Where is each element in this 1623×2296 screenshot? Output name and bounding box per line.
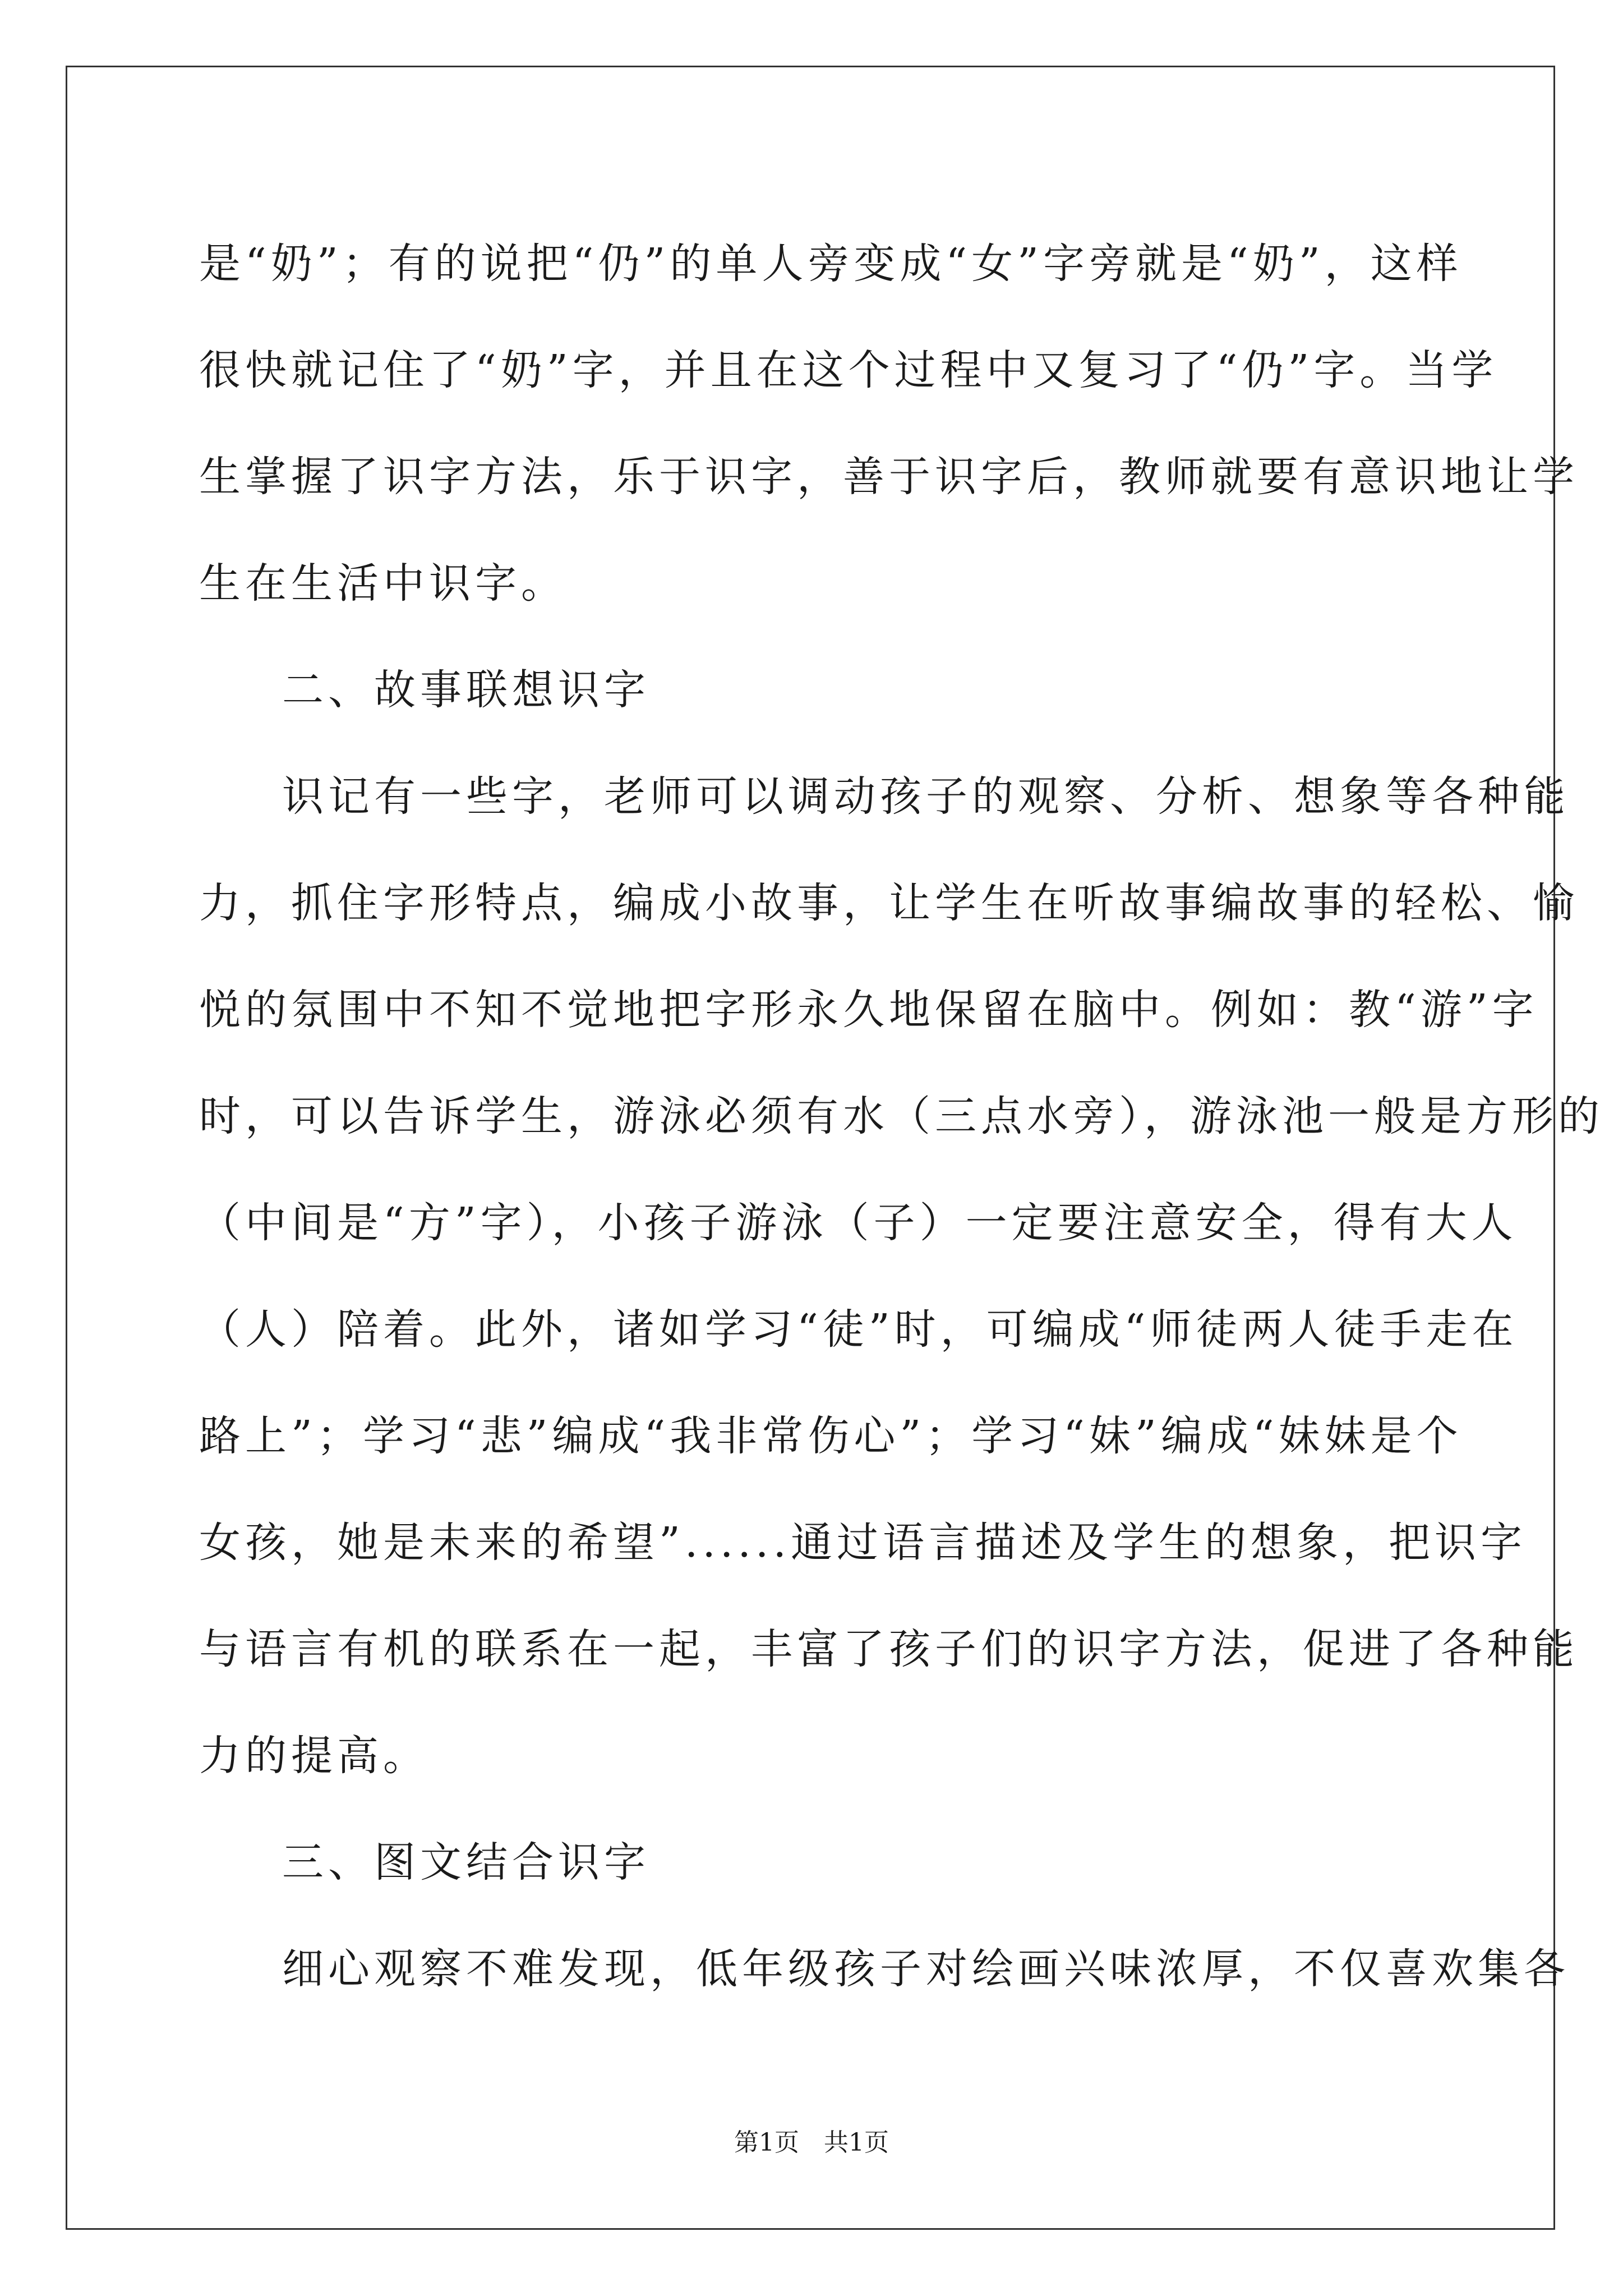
page-total: 共1页 (824, 2128, 889, 2157)
document-body (199, 210, 1604, 2022)
text-line: 生在生活中识字。 (199, 559, 567, 608)
text-line: 悦的氛围中不知不觉地把字形永久地保留在脑中。例如：教“游”字 (199, 986, 1538, 1034)
page-number: 第1页 (734, 2128, 799, 2157)
text-line: 路上”；学习“悲”编成“我非常伤心”；学习“妹”编成“妹妹是个 (199, 1412, 1463, 1460)
text-line: 与语言有机的联系在一起，丰富了孩子们的识字方法，促进了各种能 (199, 1625, 1579, 1673)
text-line: 很快就记住了“奶”字，并且在这个过程中又复习了“仍”字。当学 (199, 346, 1498, 394)
text-line: 细心观察不难发现，低年级孩子对绘画兴味浓厚，不仅喜欢集各 (282, 1945, 1570, 1993)
text-line: 识记有一些字，老师可以调动孩子的观察、分析、想象等各种能 (282, 772, 1570, 821)
text-line: （中间是“方”字），小孩子游泳（子）一定要注意安全，得有大人 (199, 1199, 1518, 1247)
section-heading: 三、图文结合识字 (282, 1838, 650, 1887)
page-footer (0, 2126, 1623, 2160)
text-line: 生掌握了识字方法，乐于识字，善于识字后，教师就要有意识地让学 (199, 453, 1579, 501)
section-heading: 二、故事联想识字 (282, 666, 650, 714)
text-line: 女孩，她是未来的希望”......通过语言描述及学生的想象，把识字 (199, 1519, 1527, 1567)
text-line: 是“奶”；有的说把“仍”的单人旁变成“女”字旁就是“奶”，这样 (199, 240, 1463, 288)
text-line: （人）陪着。此外，诸如学习“徒”时，可编成“师徒两人徒手走在 (199, 1305, 1518, 1354)
text-line: 时，可以告诉学生，游泳必须有水（三点水旁），游泳池一般是方形的 (199, 1092, 1604, 1140)
text-line: 力的提高。 (199, 1732, 429, 1780)
text-line: 力，抓住字形特点，编成小故事，让学生在听故事编故事的轻松、愉 (199, 879, 1579, 927)
